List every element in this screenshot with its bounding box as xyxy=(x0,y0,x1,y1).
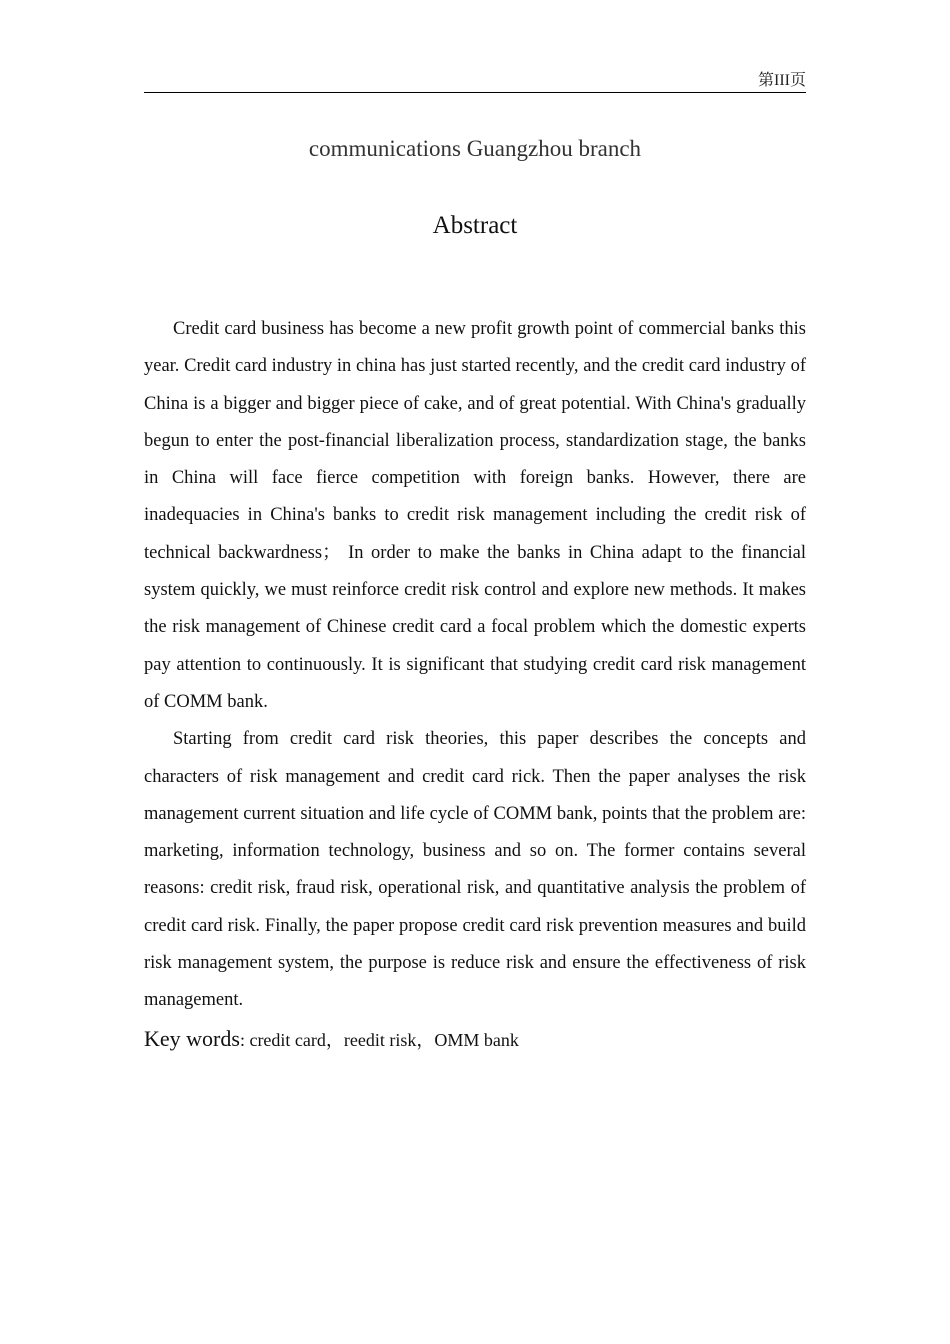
keywords-line xyxy=(144,1020,806,1059)
page-number: 第III页 xyxy=(758,72,806,89)
abstract-paragraph-2: Starting from credit card risk theories, this paper describes the concepts and characters of risk management and credit card rick. Then the paper analyses the risk management current situation and life cycle of COMM bank, points that the problem are: marketing, information technology, business and so on. The former contains several reasons: credit risk, fraud risk, operational risk, and quantitative analysis the problem of credit card risk. Finally, the paper propose credit card risk prevention measures and build risk management system, the purpose is reduce risk and ensure the effectiveness of risk management. xyxy=(144,729,806,1011)
abstract-paragraph-1: Credit card business has become a new profit growth point of commercial banks this year. Credit card industry in china has just started recently, and the credit card industry of China is a bigger and bigger piece of cake, and of great potential. With China's gradually begun to enter the post-financial liberalization process, standardization stage, the banks in China will face fierce competition with foreign banks. However, there are inadequacies in China's banks to credit risk management including the credit risk of technical backwardness； In order to make the banks in China adapt to the financial system quickly, we must reinforce credit risk control and explore new methods. It makes the risk management of Chinese credit card a focal problem which the domestic experts pay attention to continuously. It is significant that studying credit card risk management of COMM bank. xyxy=(144,319,806,712)
abstract-body xyxy=(144,311,806,1059)
keywords-label: Key words xyxy=(144,1025,240,1051)
keywords-separator: : xyxy=(239,1029,250,1050)
title-continuation: communications Guangzhou branch xyxy=(308,136,642,161)
page-header xyxy=(144,70,806,93)
abstract-heading: Abstract xyxy=(432,212,518,239)
keywords-terms: credit card，reedit risk，OMM bank xyxy=(249,1029,519,1050)
